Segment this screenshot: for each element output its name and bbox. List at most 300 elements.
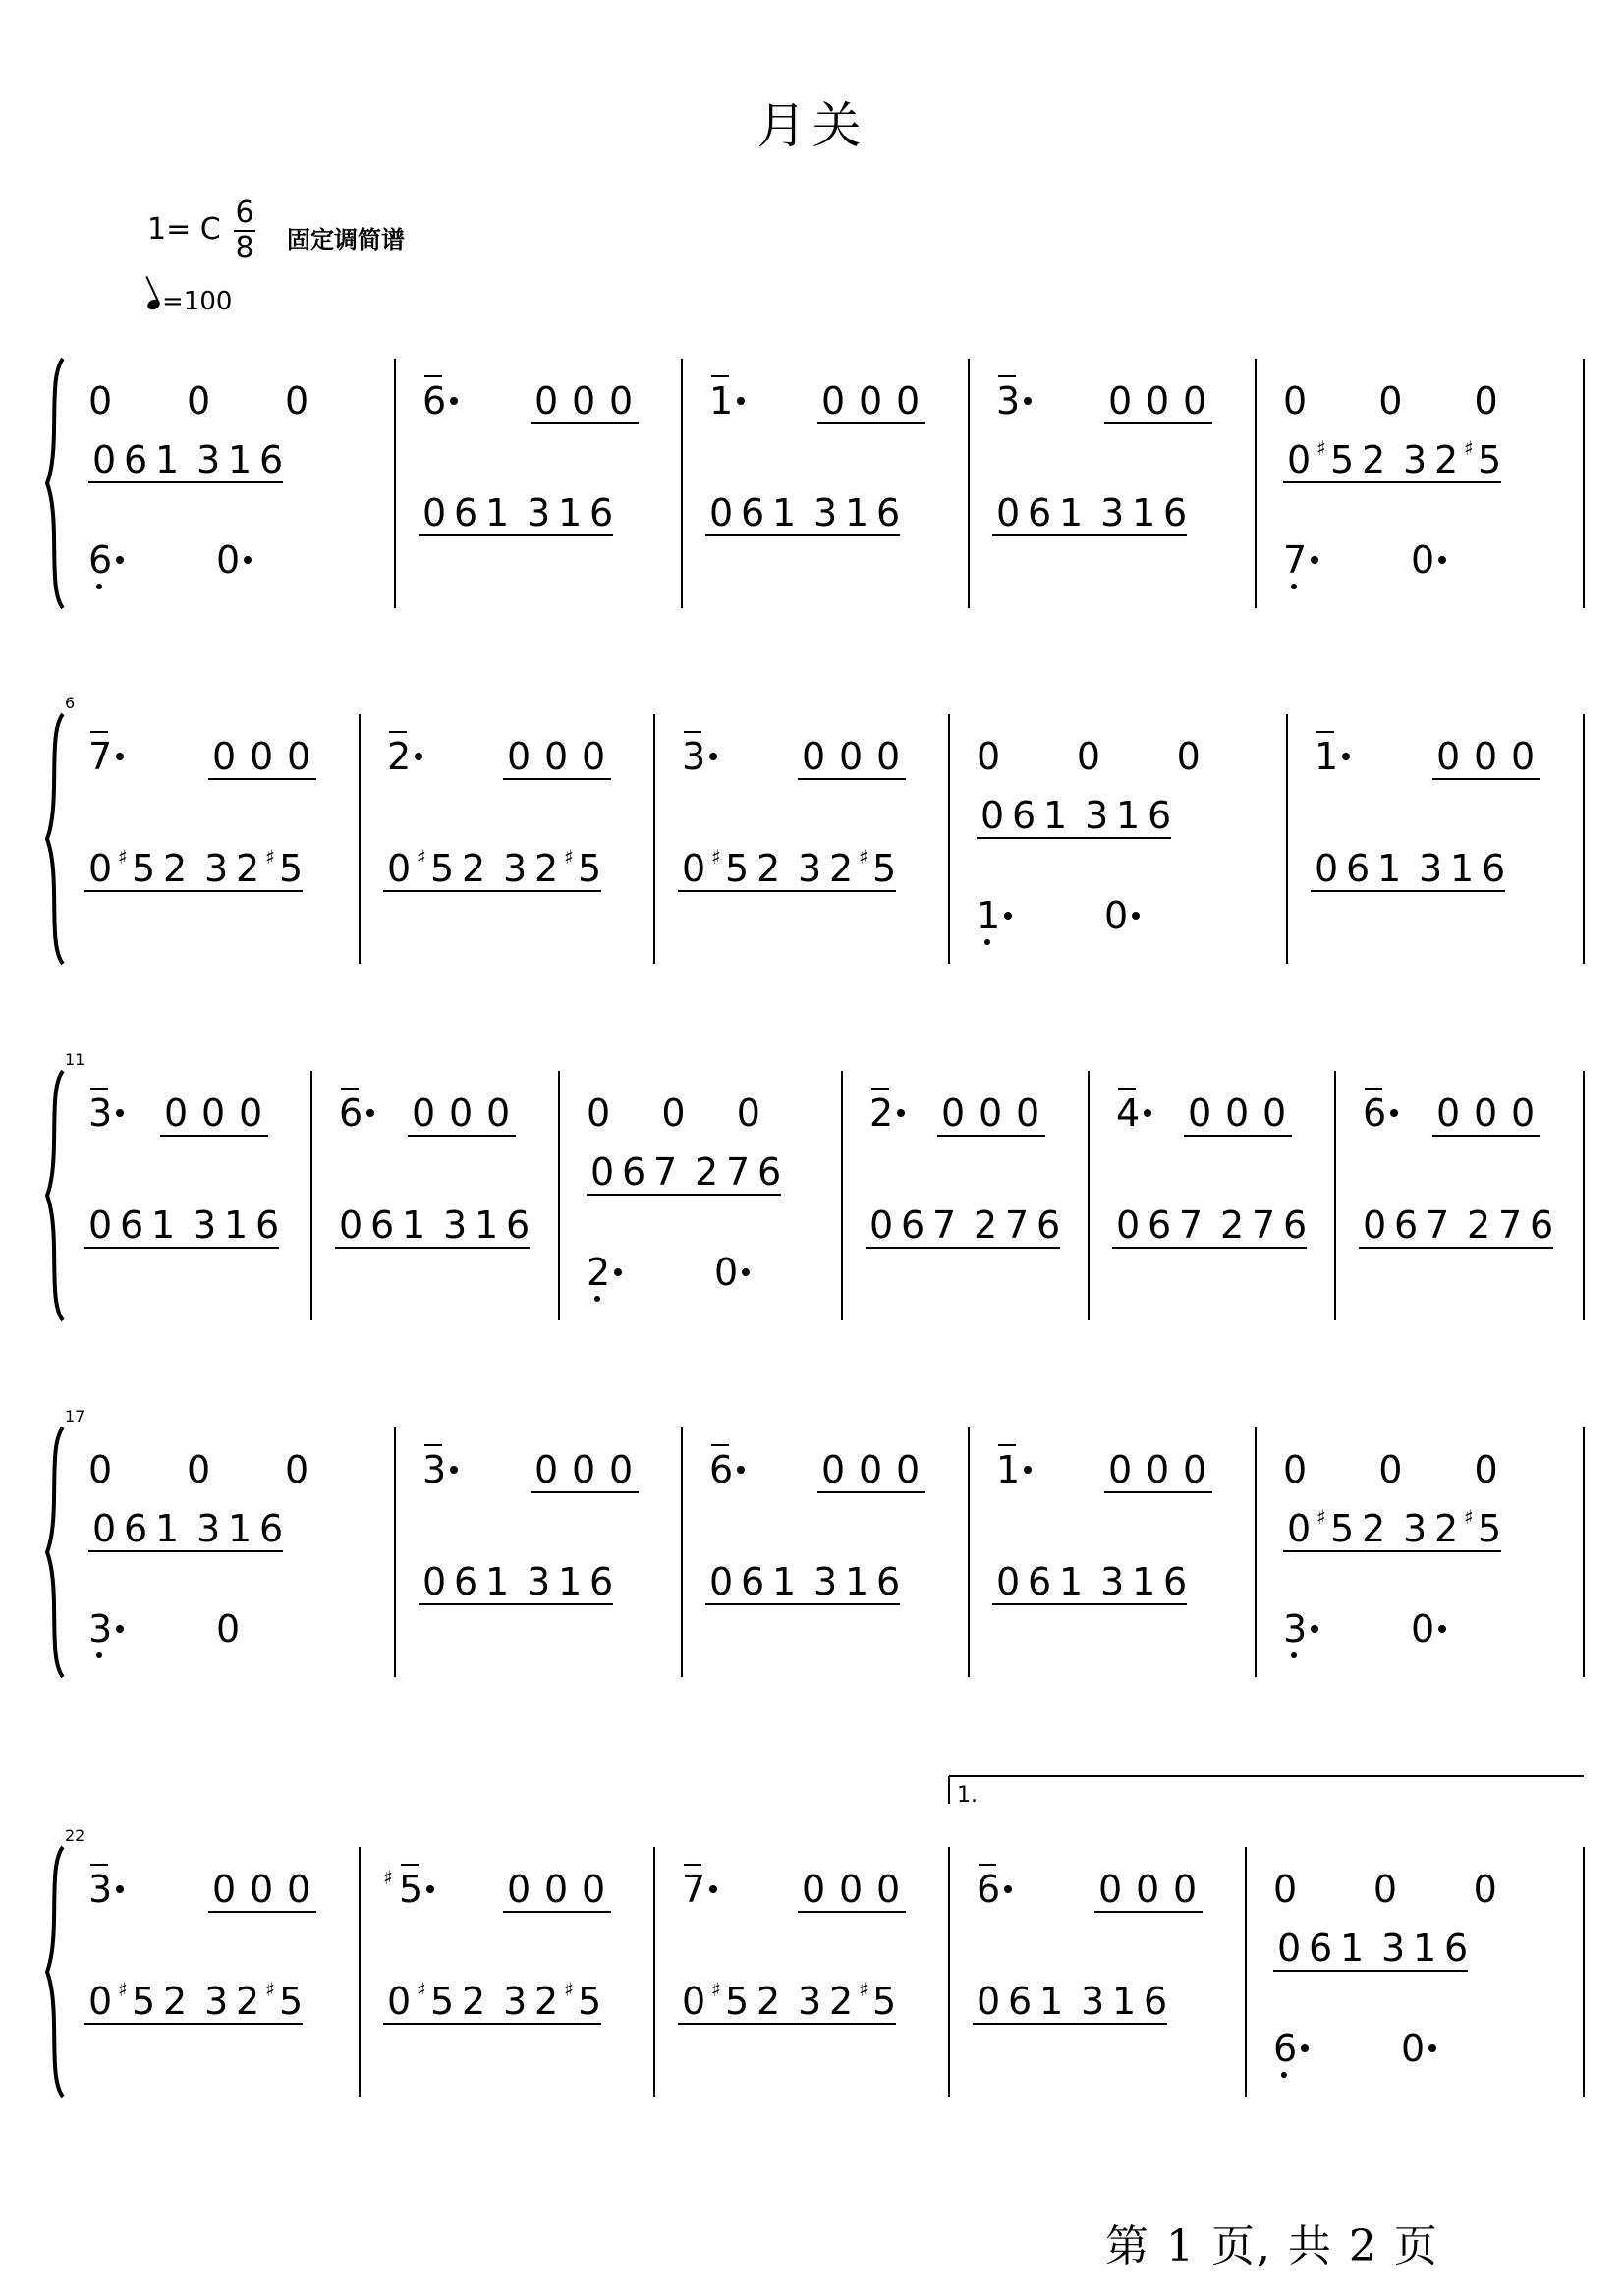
measure bbox=[992, 376, 1212, 535]
augmentation-dot bbox=[116, 753, 124, 760]
note: 7 bbox=[932, 1203, 957, 1247]
note: 3 bbox=[204, 1980, 229, 2023]
note: 5 bbox=[725, 1980, 750, 2023]
note: 0 bbox=[996, 1560, 1021, 1603]
note: 0 bbox=[422, 491, 447, 534]
note: 2 bbox=[1434, 438, 1459, 481]
note: 0 bbox=[387, 1980, 412, 2023]
rest-note: 0 bbox=[216, 538, 241, 582]
note: 3 bbox=[196, 1507, 221, 1550]
note: 1 bbox=[772, 491, 797, 534]
measure bbox=[678, 1865, 906, 2024]
measure bbox=[84, 1865, 316, 2024]
note: 3 bbox=[1403, 1507, 1428, 1550]
note: 3 bbox=[1381, 1927, 1406, 1970]
note: 1 bbox=[772, 1560, 797, 1603]
augmentation-dot bbox=[897, 1109, 905, 1117]
note: 6 bbox=[124, 1507, 148, 1550]
note: 1 bbox=[1112, 1980, 1137, 2023]
octave-dot bbox=[96, 584, 102, 589]
octave-dot bbox=[1291, 584, 1297, 589]
note: 6 bbox=[1394, 1203, 1419, 1247]
measure bbox=[88, 379, 308, 589]
note: 0 bbox=[1188, 1092, 1212, 1135]
note: 0 bbox=[682, 1980, 706, 2023]
note: 2 bbox=[534, 847, 559, 890]
note: 0 bbox=[1225, 1092, 1250, 1135]
note: 3 bbox=[1100, 1560, 1125, 1603]
note: 3 bbox=[422, 1448, 447, 1491]
note: 1 bbox=[155, 1507, 180, 1550]
note: 2 bbox=[1434, 1507, 1459, 1550]
note: 6 bbox=[339, 1092, 364, 1135]
measure bbox=[1283, 1448, 1501, 1658]
note: 2 bbox=[462, 1980, 486, 2023]
note: 6 bbox=[454, 491, 478, 534]
note: 0 bbox=[449, 1092, 474, 1135]
note: 5 bbox=[399, 1868, 423, 1911]
sharp-sign: ♯ bbox=[383, 1866, 393, 1889]
time-signature-numerator: 6 bbox=[235, 196, 254, 230]
note: 3 bbox=[204, 847, 229, 890]
note: 6 bbox=[1346, 847, 1371, 890]
note: 0 bbox=[1136, 1868, 1160, 1911]
note: 5 bbox=[132, 1980, 156, 2023]
note: 0 bbox=[590, 1150, 615, 1194]
octave-dot bbox=[984, 939, 990, 945]
note: 0 bbox=[1474, 1092, 1498, 1135]
note: 0 bbox=[201, 1092, 226, 1135]
note: 0 bbox=[1116, 1203, 1141, 1247]
note: 4 bbox=[1116, 1092, 1141, 1135]
volta-bracket bbox=[949, 1776, 1584, 1808]
note: 0 bbox=[1511, 1092, 1536, 1135]
note: 6 bbox=[876, 491, 901, 534]
note: 0 bbox=[507, 735, 532, 778]
note: 1 bbox=[485, 1560, 510, 1603]
note: 0 bbox=[387, 847, 412, 890]
augmentation-dot bbox=[244, 556, 252, 564]
note: 0 bbox=[1183, 379, 1207, 422]
measure-number: 11 bbox=[65, 1050, 85, 1069]
note: 0 bbox=[1108, 379, 1133, 422]
note: 0 bbox=[287, 1868, 311, 1911]
measure bbox=[419, 1445, 639, 1604]
note: 3 bbox=[813, 1560, 838, 1603]
note: 6 bbox=[454, 1560, 478, 1603]
note: 5 bbox=[1478, 438, 1502, 481]
note: 0 bbox=[802, 1868, 826, 1911]
note: 0 bbox=[287, 735, 311, 778]
note: 5 bbox=[132, 847, 156, 890]
rest-note: 0 bbox=[88, 1448, 113, 1491]
note: 1 bbox=[1132, 1560, 1156, 1603]
octave-dot bbox=[1281, 2072, 1287, 2078]
note: 6 bbox=[1530, 1203, 1554, 1247]
note: 1 bbox=[1450, 847, 1475, 890]
note: 6 bbox=[709, 1448, 734, 1491]
note: 7 bbox=[88, 735, 113, 778]
note: 6 bbox=[1163, 1560, 1188, 1603]
score-system bbox=[47, 1407, 1584, 1677]
note: 6 bbox=[88, 538, 113, 582]
system-brace bbox=[47, 1427, 63, 1677]
note: 1 bbox=[1377, 847, 1402, 890]
note: 0 bbox=[1287, 438, 1312, 481]
augmentation-dot bbox=[450, 1466, 458, 1474]
note: 3 bbox=[196, 438, 221, 481]
note: 0 bbox=[412, 1092, 436, 1135]
rest-note: 0 bbox=[1378, 379, 1403, 422]
note: 6 bbox=[422, 379, 447, 422]
octave-dot bbox=[594, 1296, 600, 1302]
note: 6 bbox=[741, 491, 765, 534]
score-system bbox=[47, 359, 1584, 608]
measure bbox=[973, 1865, 1203, 2024]
note: 0 bbox=[1146, 379, 1170, 422]
note: 0 bbox=[876, 735, 901, 778]
note: 0 bbox=[534, 379, 559, 422]
measure bbox=[88, 1448, 308, 1658]
note: 6 bbox=[876, 1560, 901, 1603]
augmentation-dot bbox=[450, 397, 458, 405]
note: 0 bbox=[92, 438, 117, 481]
note: 0 bbox=[802, 735, 826, 778]
note: 0 bbox=[544, 1868, 569, 1911]
note: 5 bbox=[725, 847, 750, 890]
rest-note: 0 bbox=[1283, 379, 1308, 422]
note: 1 bbox=[402, 1203, 426, 1247]
key-signature: 1= C bbox=[147, 212, 221, 247]
measure bbox=[866, 1089, 1060, 1248]
note: 0 bbox=[1436, 1092, 1461, 1135]
note: 5 bbox=[872, 1980, 897, 2023]
score-system bbox=[47, 694, 1584, 964]
note: 2 bbox=[587, 1251, 611, 1294]
note: 0 bbox=[896, 379, 921, 422]
note: 0 bbox=[609, 379, 634, 422]
note: 2 bbox=[829, 1980, 854, 2023]
augmentation-dot bbox=[1438, 1625, 1446, 1633]
measure bbox=[705, 376, 925, 535]
note: 1 bbox=[224, 1203, 249, 1247]
note: 0 bbox=[1315, 847, 1339, 890]
note: 6 bbox=[124, 438, 148, 481]
measure-number: 6 bbox=[65, 694, 76, 712]
sharp-sign: ♯ bbox=[1464, 1505, 1474, 1529]
rest-note: 0 bbox=[1411, 1607, 1435, 1651]
augmentation-dot bbox=[1311, 1625, 1318, 1633]
rest-note: 0 bbox=[1283, 1448, 1308, 1491]
note: 7 bbox=[1283, 538, 1308, 582]
augmentation-dot bbox=[1390, 1109, 1398, 1117]
note: 5 bbox=[872, 847, 897, 890]
rest-note: 0 bbox=[736, 1092, 760, 1135]
note: 6 bbox=[1283, 1203, 1308, 1247]
note: 2 bbox=[1220, 1203, 1245, 1247]
measure bbox=[705, 1445, 925, 1604]
system-brace bbox=[47, 714, 63, 964]
measure bbox=[383, 1865, 611, 2024]
augmentation-dot bbox=[116, 1885, 124, 1893]
note: 0 bbox=[422, 1560, 447, 1603]
note: 5 bbox=[578, 847, 602, 890]
note: 6 bbox=[1163, 491, 1188, 534]
augmentation-dot bbox=[116, 556, 124, 564]
rest-note: 0 bbox=[587, 1092, 611, 1135]
note: 7 bbox=[682, 1868, 706, 1911]
rest-note: 0 bbox=[661, 1092, 686, 1135]
note: 5 bbox=[1478, 1507, 1502, 1550]
note: 6 bbox=[1144, 1980, 1168, 2023]
note: 0 bbox=[212, 1868, 237, 1911]
note: 0 bbox=[869, 1203, 894, 1247]
note: 1 bbox=[996, 1448, 1021, 1491]
note: 2 bbox=[829, 847, 854, 890]
note: 1 bbox=[1132, 491, 1156, 534]
measure bbox=[977, 735, 1201, 945]
note: 0 bbox=[486, 1092, 511, 1135]
note: 6 bbox=[901, 1203, 925, 1247]
tempo-value: =100 bbox=[162, 287, 233, 316]
note: 3 bbox=[1081, 1980, 1105, 2023]
rest-note: 0 bbox=[187, 1448, 211, 1491]
measure bbox=[1311, 732, 1540, 891]
sharp-sign: ♯ bbox=[564, 845, 574, 868]
note: 1 bbox=[1059, 491, 1084, 534]
note: 0 bbox=[250, 1868, 274, 1911]
note: 3 bbox=[813, 491, 838, 534]
system-brace bbox=[47, 1071, 63, 1320]
measure bbox=[335, 1089, 530, 1248]
note: 5 bbox=[279, 847, 304, 890]
note: 6 bbox=[589, 491, 614, 534]
measure bbox=[1283, 379, 1501, 589]
note: 5 bbox=[578, 1980, 602, 2023]
note: 1 bbox=[155, 438, 180, 481]
sharp-sign: ♯ bbox=[859, 845, 868, 868]
rest-note: 0 bbox=[1401, 2027, 1426, 2070]
note: 2 bbox=[695, 1150, 719, 1194]
rest-note: 0 bbox=[1273, 1868, 1298, 1911]
sharp-sign: ♯ bbox=[417, 845, 426, 868]
note: 0 bbox=[859, 379, 883, 422]
augmentation-dot bbox=[116, 1109, 124, 1117]
augmentation-dot bbox=[1428, 2044, 1436, 2052]
note: 6 bbox=[1148, 1203, 1172, 1247]
sharp-sign: ♯ bbox=[711, 845, 721, 868]
note: 0 bbox=[239, 1092, 263, 1135]
note: 6 bbox=[741, 1560, 765, 1603]
rest-note: 0 bbox=[285, 379, 309, 422]
note: 6 bbox=[259, 438, 284, 481]
augmentation-dot bbox=[737, 397, 745, 405]
note: 6 bbox=[622, 1150, 646, 1194]
measure bbox=[419, 376, 639, 535]
measure-number: 17 bbox=[65, 1407, 85, 1426]
note: 6 bbox=[120, 1203, 144, 1247]
note: 1 bbox=[1315, 735, 1339, 778]
note: 1 bbox=[1039, 1980, 1064, 2023]
note: 1 bbox=[151, 1203, 176, 1247]
note: 0 bbox=[1287, 1507, 1312, 1550]
score-system bbox=[47, 1826, 1584, 2097]
augmentation-dot bbox=[1301, 2044, 1309, 2052]
score-title: 月关 bbox=[756, 97, 868, 154]
augmentation-dot bbox=[1342, 753, 1350, 760]
note: 3 bbox=[503, 847, 528, 890]
note: 7 bbox=[1498, 1203, 1523, 1247]
note: 6 bbox=[1028, 491, 1052, 534]
note: 3 bbox=[682, 735, 706, 778]
note: 0 bbox=[1146, 1448, 1170, 1491]
note: 3 bbox=[193, 1203, 217, 1247]
note: 0 bbox=[88, 1203, 113, 1247]
note: 0 bbox=[250, 735, 274, 778]
note: 0 bbox=[88, 847, 113, 890]
note: 7 bbox=[726, 1150, 751, 1194]
note: 2 bbox=[756, 847, 781, 890]
note: 1 bbox=[1043, 794, 1068, 837]
note: 3 bbox=[1283, 1607, 1308, 1651]
note: 0 bbox=[534, 1448, 559, 1491]
note: 0 bbox=[339, 1203, 364, 1247]
note: 0 bbox=[682, 847, 706, 890]
note: 7 bbox=[1426, 1203, 1450, 1247]
augmentation-dot bbox=[1024, 1466, 1032, 1474]
note: 2 bbox=[534, 1980, 559, 2023]
note: 2 bbox=[1362, 438, 1386, 481]
note: 0 bbox=[1108, 1448, 1133, 1491]
note: 6 bbox=[1012, 794, 1036, 837]
measure bbox=[1359, 1089, 1553, 1248]
note: 3 bbox=[527, 491, 551, 534]
measure bbox=[1273, 1868, 1497, 2078]
note: 0 bbox=[979, 1092, 1003, 1135]
measure bbox=[1112, 1089, 1307, 1248]
note: 6 bbox=[1028, 1560, 1052, 1603]
note: 1 bbox=[709, 379, 734, 422]
sharp-sign: ♯ bbox=[1464, 436, 1474, 460]
sharp-sign: ♯ bbox=[859, 1978, 868, 2001]
note: 3 bbox=[1100, 491, 1125, 534]
note: 1 bbox=[485, 491, 510, 534]
note: 6 bbox=[255, 1203, 280, 1247]
note: 0 bbox=[609, 1448, 634, 1491]
note: 2 bbox=[869, 1092, 894, 1135]
note: 0 bbox=[709, 491, 734, 534]
note: 0 bbox=[859, 1448, 883, 1491]
note: 5 bbox=[279, 1980, 304, 2023]
note: 6 bbox=[370, 1203, 395, 1247]
note: 3 bbox=[527, 1560, 551, 1603]
rest-note: 0 bbox=[1474, 1448, 1498, 1491]
note: 0 bbox=[941, 1092, 966, 1135]
note: 0 bbox=[709, 1560, 734, 1603]
note: 2 bbox=[163, 1980, 188, 2023]
augmentation-dot bbox=[1004, 1885, 1012, 1893]
note: 0 bbox=[544, 735, 569, 778]
note: 6 bbox=[259, 1507, 284, 1550]
note: 5 bbox=[1330, 1507, 1355, 1550]
note: 2 bbox=[236, 847, 260, 890]
note: 0 bbox=[1277, 1927, 1302, 1970]
note: 1 bbox=[845, 1560, 869, 1603]
octave-dot bbox=[96, 1652, 102, 1658]
rest-note: 0 bbox=[1411, 538, 1435, 582]
note: 0 bbox=[1183, 1448, 1207, 1491]
sharp-sign: ♯ bbox=[711, 1978, 721, 2001]
note: 2 bbox=[163, 847, 188, 890]
augmentation-dot bbox=[614, 1268, 622, 1276]
note: 0 bbox=[1436, 735, 1461, 778]
note: 3 bbox=[1085, 794, 1109, 837]
note: 6 bbox=[1482, 847, 1506, 890]
note: 6 bbox=[1309, 1927, 1333, 1970]
note: 1 bbox=[1059, 1560, 1084, 1603]
note: 0 bbox=[1173, 1868, 1198, 1911]
note: 2 bbox=[462, 847, 486, 890]
note: 3 bbox=[443, 1203, 468, 1247]
rest-note: 0 bbox=[187, 379, 211, 422]
augmentation-dot bbox=[1004, 912, 1012, 920]
note: 0 bbox=[839, 1868, 864, 1911]
measure bbox=[84, 732, 316, 891]
note: 3 bbox=[88, 1607, 113, 1651]
note: 0 bbox=[821, 379, 846, 422]
note: 0 bbox=[572, 379, 596, 422]
measure bbox=[587, 1092, 781, 1302]
note: 1 bbox=[228, 438, 252, 481]
note: 0 bbox=[1016, 1092, 1040, 1135]
sharp-sign: ♯ bbox=[118, 1978, 128, 2001]
note: 0 bbox=[92, 1507, 117, 1550]
note: 2 bbox=[1467, 1203, 1491, 1247]
note: 3 bbox=[503, 1980, 528, 2023]
note: 7 bbox=[653, 1150, 678, 1194]
note: 0 bbox=[977, 1980, 1001, 2023]
note: 2 bbox=[974, 1203, 998, 1247]
note: 0 bbox=[1363, 1203, 1387, 1247]
note: 1 bbox=[1340, 1927, 1365, 1970]
rest-note: 0 bbox=[1076, 735, 1101, 778]
note: 3 bbox=[798, 847, 822, 890]
note: 2 bbox=[236, 1980, 260, 2023]
note: 6 bbox=[1148, 794, 1172, 837]
note: 3 bbox=[996, 379, 1021, 422]
augmentation-dot bbox=[366, 1109, 374, 1117]
note: 0 bbox=[876, 1868, 901, 1911]
note: 1 bbox=[977, 894, 1001, 937]
measure bbox=[678, 732, 906, 891]
octave-dot bbox=[1291, 1652, 1297, 1658]
note: 0 bbox=[839, 735, 864, 778]
rest-note: 0 bbox=[88, 379, 113, 422]
volta-label: 1. bbox=[957, 1783, 978, 1808]
sharp-sign: ♯ bbox=[417, 1978, 426, 2001]
note: 0 bbox=[996, 491, 1021, 534]
note: 7 bbox=[1252, 1203, 1276, 1247]
note: 3 bbox=[88, 1868, 113, 1911]
system-brace bbox=[47, 1847, 63, 2097]
system-brace bbox=[47, 359, 63, 608]
rest-note: 0 bbox=[1176, 735, 1201, 778]
note: 7 bbox=[1179, 1203, 1204, 1247]
measure-number: 22 bbox=[65, 1826, 85, 1845]
note: 0 bbox=[1511, 735, 1536, 778]
note: 6 bbox=[1444, 1927, 1469, 1970]
note: 1 bbox=[1116, 794, 1141, 837]
